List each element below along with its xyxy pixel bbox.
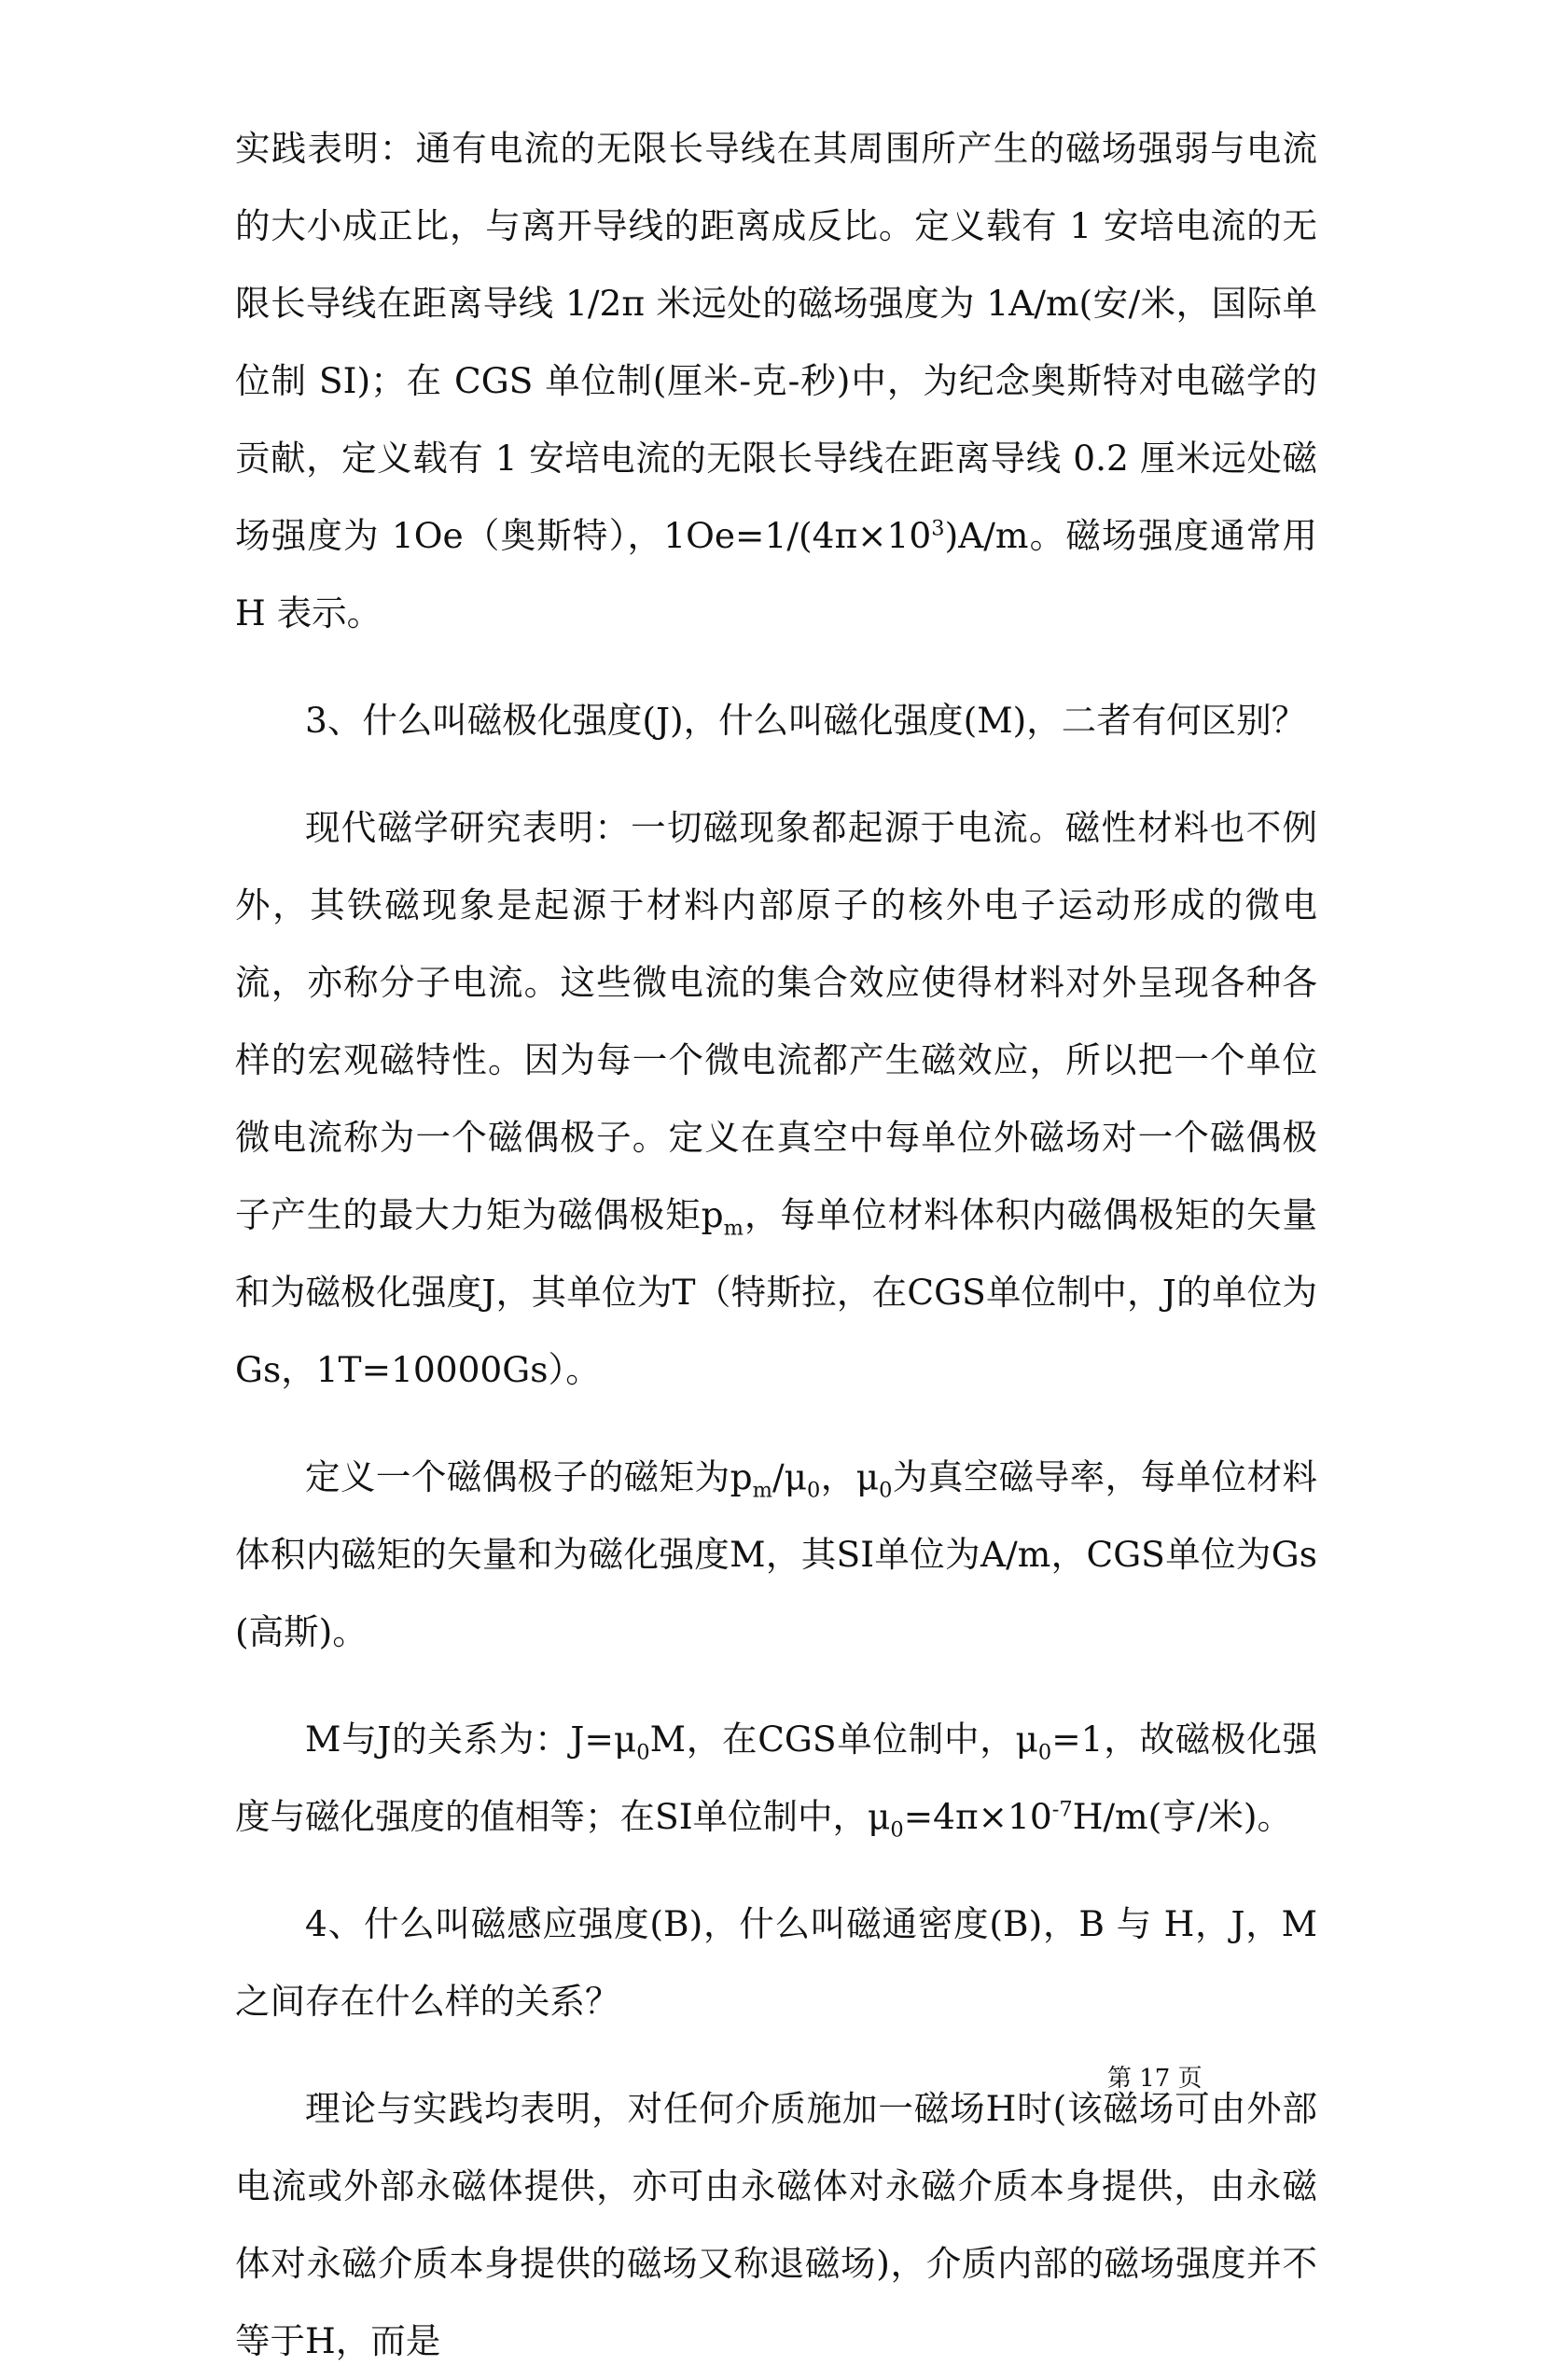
- question-4: 4、什么叫磁感应强度(B)，什么叫磁通密度(B)，B 与 H，J，M 之间存在什么样的关系？: [235, 1903, 1317, 2022]
- paragraph-m-j-relation: M与J的关系为：$J=\mu_0M$，在CGS单位制中，$\mu_0=1$，故磁极化强度与磁化强度的值相等；在SI单位制中，$\mu_0=4\pi\times 10^{-7}H/m$(亨/米)。: [235, 1719, 1317, 1843]
- paragraph-induction-intro: 理论与实践均表明，对任何介质施加一磁场H时(该磁场可由外部电流或外部永磁体提供，亦可由永磁体对永磁介质本身提供，由永磁体对永磁介质本身提供的磁场又称退磁场)，介质内部的磁场强度并不等于H，而是: [235, 2088, 1317, 2361]
- paragraph-magnetic-field-strength: 实践表明：通有电流的无限长导线在其周围所产生的磁场强弱与电流的大小成正比，与离开导线的距离成反比。定义载有 1 安培电流的无限长导线在距离导线 1/2π 米远处的磁场强度为 1A/m(安/米，国际单位制 SI)；在 CGS 单位制(厘米-克-秒)中，为纪念奥斯特对电磁学的贡献，定义载有 1 安培电流的无限长导线在距离导线 0.2 厘米远处磁场强度为 1Oe（奥斯特），$1Oe=1/(4\pi\times 10^3)A/m$。磁场强度通常用 H 表示。: [235, 128, 1317, 633]
- page-number: 第 17 页: [1107, 2065, 1202, 2093]
- question-3: 3、什么叫磁极化强度(J)，什么叫磁化强度(M)，二者有何区别？: [305, 700, 1307, 741]
- paragraph-magnetic-polarization: 现代磁学研究表明：一切磁现象都起源于电流。磁性材料也不例外，其铁磁现象是起源于材料内部原子的核外电子运动形成的微电流，亦称分子电流。这些微电流的集合效应使得材料对外呈现各种各样的宏观磁特性。因为每一个微电流都产生磁效应，所以把一个单位微电流称为一个磁偶极子。定义在真空中每单位外磁场对一个磁偶极子产生的最大力矩为磁偶极矩$p_m$，每单位材料体积内磁偶极矩的矢量和为磁极化强度J，其单位为T（特斯拉，在CGS单位制中，J的单位为Gs，1T=10000Gs）。: [235, 807, 1317, 1390]
- paragraph-magnetization: 定义一个磁偶极子的磁矩为$p_m/\mu_0$，$\mu_0$为真空磁导率，每单位材料体积内磁矩的矢量和为磁化强度M，其SI单位为A/m，CGS单位为Gs(高斯)。: [235, 1456, 1318, 1652]
- page-body: [235, 110, 1317, 2380]
